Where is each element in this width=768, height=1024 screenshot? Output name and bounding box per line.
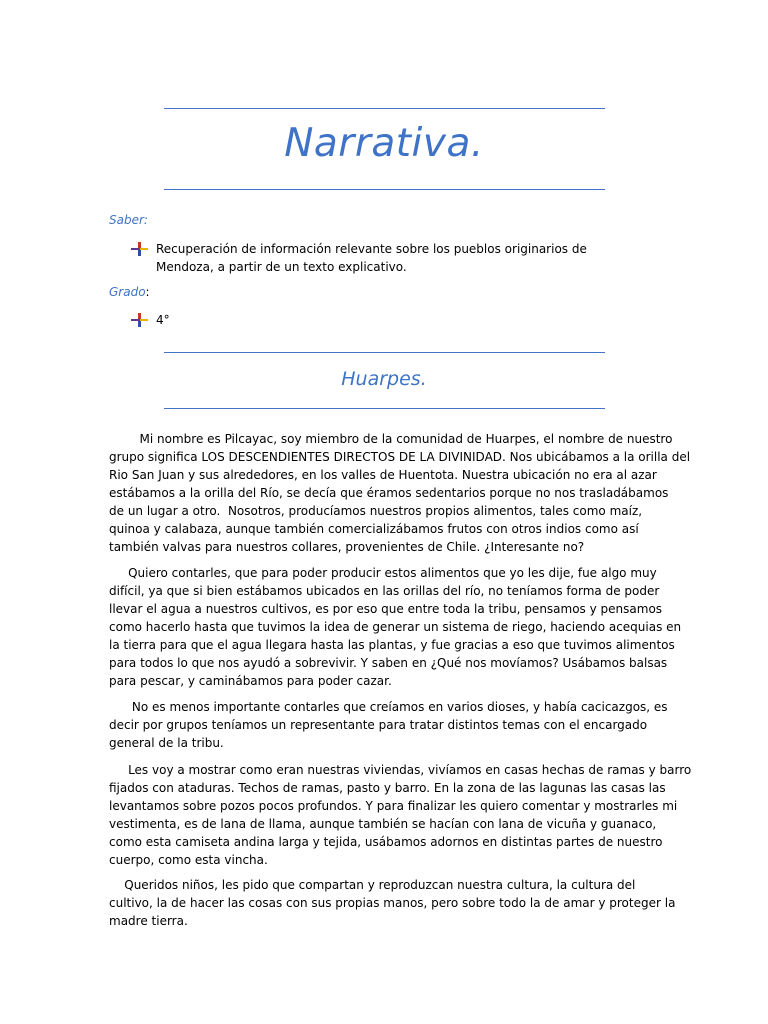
grado-label	[109, 285, 150, 299]
section-top-rule	[164, 352, 605, 353]
paragraph-line: para pescar, y caminábamos para poder cazar.	[109, 674, 392, 688]
paragraph-line: Rio San Juan y sus alrededores, en los valles de Huentota. Nuestra ubicación no era al azar	[109, 468, 657, 482]
paragraph-line: general de la tribu.	[109, 736, 224, 750]
paragraph-line: como esta camiseta andina larga y tejida, usábamos adornos en distintas partes de nuestro	[109, 835, 663, 849]
paragraph-line: la tierra para que el agua llegara hasta las plantas, y fue gracias a eso que tuvimos alimentos	[109, 638, 675, 652]
section-bottom-rule	[164, 408, 605, 409]
paragraph-line: estábamos a la orilla del Río, se decía que éramos sedentarios porque no nos trasladábamos	[109, 486, 669, 500]
paragraph-line: fijados con ataduras. Techos de ramas, pasto y barro. En la zona de las lagunas las casas las	[109, 781, 666, 795]
paragraph-line: vestimenta, es de lana de llama, aunque también se hacían con lana de vicuña y guanaco,	[109, 817, 657, 831]
saber-label: Saber:	[109, 213, 148, 227]
paragraph-line: Mi nombre es Pilcayac, soy miembro de la comunidad de Huarpes, el nombre de nuestro	[109, 432, 673, 446]
four-color-cross-bullet-icon	[131, 242, 149, 256]
paragraph-line: decir por grupos teníamos un representante para tratar distintos temas con el encargado	[109, 718, 648, 732]
grado-item-text: 4°	[156, 313, 170, 327]
grado-label-text: Grado	[109, 285, 146, 299]
paragraph-line: Queridos niños, les pido que compartan y reproduzcan nuestra cultura, la cultura del	[109, 878, 636, 892]
title-bottom-rule	[164, 189, 605, 190]
grado-item	[131, 311, 651, 329]
paragraph-line: Les voy a mostrar como eran nuestras viviendas, vivíamos en casas hechas de ramas y barro	[109, 763, 692, 777]
paragraph-2	[109, 564, 681, 690]
paragraph-5	[109, 876, 675, 930]
paragraph-line: de un lugar a otro. Nosotros, producíamos nuestros propios alimentos, tales como maíz,	[109, 504, 643, 518]
paragraph-line: Quiero contarles, que para poder producir estos alimentos que yo les dije, fue algo muy	[109, 566, 657, 580]
paragraph-line: llevar el agua a nuestros cultivos, es por eso que entre toda la tribu, pensamos y pensamos	[109, 602, 663, 616]
section-title: Huarpes.	[341, 368, 427, 390]
page-title: Narrativa.	[284, 121, 484, 166]
saber-item	[131, 240, 651, 276]
saber-item-text: Recuperación de información relevante sobre los pueblos originarios de Mendoza, a partir de un texto explicativo.	[156, 242, 587, 274]
paragraph-line: cultivo, la de hacer las cosas con sus propias manos, pero sobre todo la de amar y proteger la	[109, 896, 676, 910]
grado-label-colon: :	[145, 285, 150, 299]
paragraph-4	[109, 761, 691, 869]
paragraph-line: como hacerlo hasta que tuvimos la idea de generar un sistema de riego, haciendo acequias en	[109, 620, 682, 634]
paragraph-3	[109, 698, 668, 752]
paragraph-line: madre tierra.	[109, 914, 188, 928]
paragraph-line: No es menos importante contarles que creíamos en varios dioses, y había cacicazgos, es	[109, 700, 668, 714]
paragraph-line: para todos lo que nos ayudó a sobrevivir. Y saben en ¿Qué nos movíamos? Usábamos balsas	[109, 656, 668, 670]
paragraph-line: grupo significa LOS DESCENDIENTES DIRECTOS DE LA DIVINIDAD. Nos ubicábamos a la orilla del	[109, 450, 691, 464]
paragraph-line: levantamos sobre pozos pocos profundos. Y para finalizar les quiero comentar y mostrarles mi	[109, 799, 678, 813]
four-color-cross-bullet-icon	[131, 313, 149, 327]
paragraph-line: también valvas para nuestros collares, provenientes de Chile. ¿Interesante no?	[109, 540, 585, 554]
paragraph-line: difícil, ya que si bien estábamos ubicados en las orillas del río, no teníamos forma de poder	[109, 584, 660, 598]
paragraph-line: quinoa y calabaza, aunque también comercializábamos frutos con otros indios como así	[109, 522, 639, 536]
title-top-rule	[164, 108, 605, 109]
paragraph-1	[109, 430, 690, 556]
paragraph-line: cuerpo, como esta vincha.	[109, 853, 268, 867]
